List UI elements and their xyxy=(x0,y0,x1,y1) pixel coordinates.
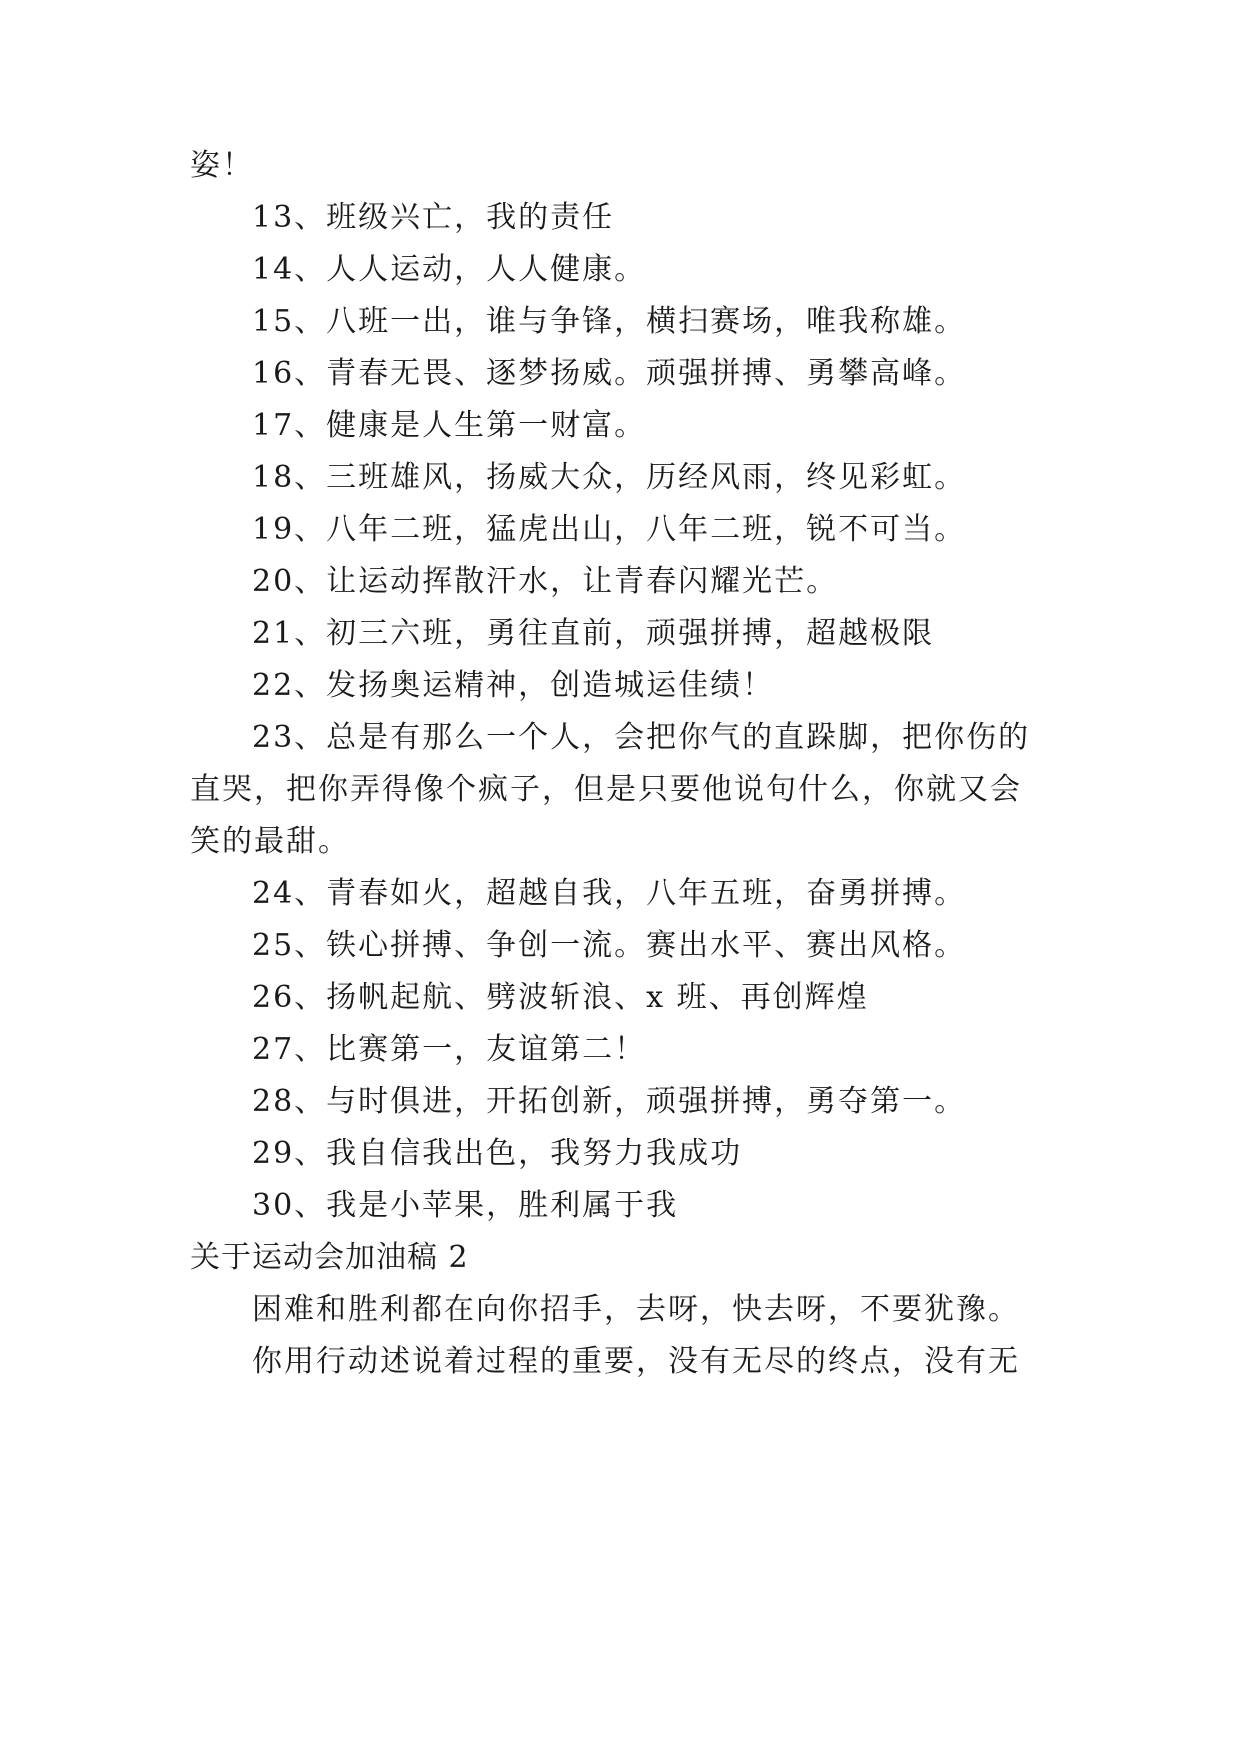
text-line: 你用行动述说着过程的重要，没有无尽的终点，没有无 xyxy=(252,1344,1020,1379)
text-line: 21、初三六班，勇往直前，顽强拼搏，超越极限 xyxy=(252,616,935,651)
text-line: 笑的最甜。 xyxy=(190,824,350,859)
text-line: 18、三班雄风，扬威大众，历经风雨，终见彩虹。 xyxy=(252,460,967,495)
text-line: 24、青春如火，超越自我，八年五班，奋勇拼搏。 xyxy=(252,876,967,911)
text-line: 15、八班一出，谁与争锋，横扫赛场，唯我称雄。 xyxy=(252,304,967,339)
text-line: 姿！ xyxy=(190,148,254,183)
text-line: 27、比赛第一，友谊第二！ xyxy=(252,1032,647,1067)
text-line: 28、与时俱进，开拓创新，顽强拼搏，勇夺第一。 xyxy=(252,1084,967,1119)
text-line: 23、总是有那么一个人，会把你气的直跺脚，把你伤的 xyxy=(252,720,1031,755)
text-line: 19、八年二班，猛虎出山，八年二班，锐不可当。 xyxy=(252,512,967,547)
text-line: 29、我自信我出色，我努力我成功 xyxy=(252,1136,743,1171)
text-line: 17、健康是人生第一财富。 xyxy=(252,408,647,443)
text-line: 直哭，把你弄得像个疯子，但是只要他说句什么，你就又会 xyxy=(190,772,1022,807)
text-line: 30、我是小苹果，胜利属于我 xyxy=(252,1188,679,1223)
text-line: 22、发扬奥运精神，创造城运佳绩！ xyxy=(252,668,775,703)
text-line: 13、班级兴亡，我的责任 xyxy=(252,200,615,235)
text-line: 25、铁心拼搏、争创一流。赛出水平、赛出风格。 xyxy=(252,928,967,963)
section-heading: 关于运动会加油稿 2 xyxy=(190,1240,469,1275)
text-line: 26、扬帆起航、劈波斩浪、x 班、再创辉煌 xyxy=(252,980,869,1015)
text-line: 16、青春无畏、逐梦扬威。顽强拼搏、勇攀高峰。 xyxy=(252,356,967,391)
text-line: 困难和胜利都在向你招手，去呀，快去呀，不要犹豫。 xyxy=(252,1292,1020,1327)
text-line: 14、人人运动，人人健康。 xyxy=(252,252,647,287)
text-line: 20、让运动挥散汗水，让青春闪耀光芒。 xyxy=(252,564,839,599)
